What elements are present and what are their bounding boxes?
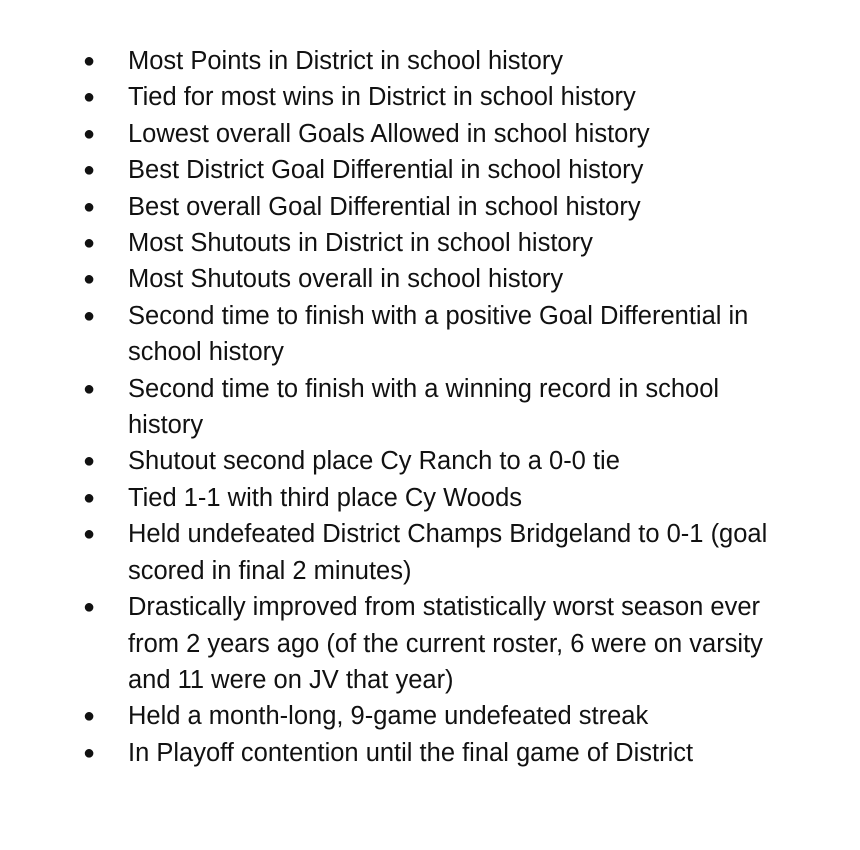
list-item-text: Second time to finish with a winning record in school history bbox=[128, 374, 720, 440]
list-item bbox=[80, 589, 780, 698]
list-item bbox=[80, 480, 780, 516]
list-item-text: In Playoff contention until the final game of District bbox=[128, 738, 694, 767]
bullet-icon: ● bbox=[83, 122, 96, 145]
list-item-text: Lowest overall Goals Allowed in school history bbox=[128, 119, 650, 148]
bullet-icon: ● bbox=[83, 741, 96, 764]
list-item bbox=[80, 516, 780, 589]
list-item-text: Most Shutouts overall in school history bbox=[128, 265, 564, 294]
list-item bbox=[80, 443, 780, 479]
bullet-icon: ● bbox=[83, 304, 96, 327]
list-item bbox=[80, 371, 780, 444]
list-item bbox=[80, 79, 780, 115]
bullet-icon: ● bbox=[83, 486, 96, 509]
bullet-icon: ● bbox=[83, 377, 96, 400]
bullet-icon: ● bbox=[83, 705, 96, 728]
list-item-text: Most Shutouts in District in school history bbox=[128, 229, 593, 258]
list-item bbox=[80, 116, 780, 152]
bullet-icon: ● bbox=[83, 232, 96, 255]
list-item-text: Drastically improved from statistically worst season ever from 2 years ago (of the current roster, 6 were on varsity and 11 were on JV that year) bbox=[128, 593, 763, 694]
list-item bbox=[80, 43, 780, 79]
list-item bbox=[80, 298, 780, 371]
list-item bbox=[80, 152, 780, 188]
list-item-text: Best District Goal Differential in school history bbox=[128, 156, 644, 185]
bullet-icon: ● bbox=[83, 50, 96, 72]
bullet-icon: ● bbox=[83, 159, 96, 182]
list-item-text: Most Points in District in school history bbox=[128, 47, 564, 75]
list-item-text: Held undefeated District Champs Bridgeland to 0-1 (goal scored in final 2 minutes) bbox=[128, 520, 768, 585]
list-item-text: Second time to finish with a positive Goal Differential in school history bbox=[128, 301, 749, 367]
bullet-icon: ● bbox=[83, 268, 96, 291]
list-item-text: Held a month-long, 9-game undefeated streak bbox=[128, 702, 649, 731]
bullet-icon: ● bbox=[83, 596, 96, 619]
list-item bbox=[80, 698, 780, 734]
list-item bbox=[80, 189, 780, 225]
bullet-icon: ● bbox=[83, 195, 96, 218]
list-item-text: Best overall Goal Differential in school history bbox=[128, 192, 641, 221]
list-item bbox=[80, 225, 780, 261]
bullet-icon: ● bbox=[83, 450, 96, 473]
list-item-text: Shutout second place Cy Ranch to a 0-0 tie bbox=[128, 447, 620, 476]
bullet-icon: ● bbox=[83, 86, 96, 109]
list-item-text: Tied 1-1 with third place Cy Woods bbox=[128, 483, 523, 512]
list-item bbox=[80, 735, 780, 771]
bullet-icon: ● bbox=[83, 523, 96, 546]
achievement-list bbox=[80, 43, 780, 771]
list-item-text: Tied for most wins in District in school history bbox=[128, 83, 636, 112]
list-item bbox=[80, 261, 780, 297]
